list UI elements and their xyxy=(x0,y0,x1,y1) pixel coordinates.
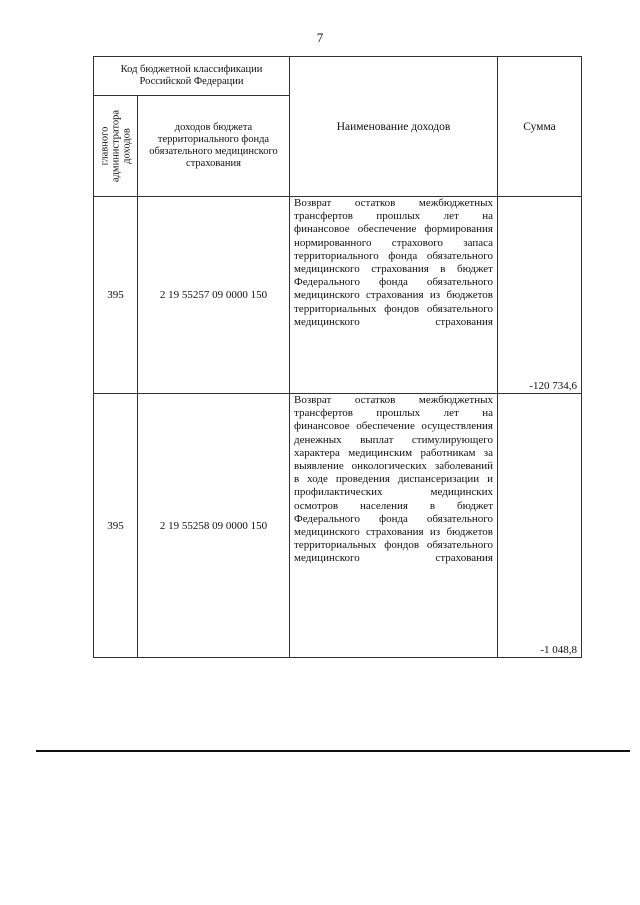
budget-income-table xyxy=(93,56,582,658)
table-row xyxy=(94,197,582,394)
header-chief-administrator xyxy=(94,96,138,197)
income-name-cell: Возврат остатков межбюджетных трансфертов прошлых лет на финансовое обеспечение осуществления денежных выплат стимулирующего характера медицинским работникам за выявление онкологических заболеваний в ходе проведения диспансеризации и профилактических медицинских осмотров населения в бюджет Федерального фонда обязательного медицинского страхования из бюджетов территориальных фондов обязательного медицинского страхования xyxy=(290,394,498,658)
admin-code-cell: 395 xyxy=(94,394,138,658)
sum-cell: -1 048,8 xyxy=(498,394,582,658)
footer-divider xyxy=(36,750,630,752)
page-number: 7 xyxy=(316,30,324,45)
header-fund-income-code: доходов бюджета территориального фонда обязательного медицинского страхования xyxy=(138,96,290,197)
admin-code-cell: 395 xyxy=(94,197,138,394)
sum-cell: -120 734,6 xyxy=(498,197,582,394)
budget-code-cell: 2 19 55258 09 0000 150 xyxy=(138,394,290,658)
table-row xyxy=(94,394,582,658)
header-income-name: Наименование доходов xyxy=(290,57,498,197)
header-row-group xyxy=(94,57,582,96)
budget-code-cell: 2 19 55257 09 0000 150 xyxy=(138,197,290,394)
header-chief-administrator-label: главного администратора доходов xyxy=(99,109,132,183)
income-name-cell: Возврат остатков межбюджетных трансфертов прошлых лет на финансовое обеспечение формирования нормированного страхового запаса территориального фонда обязательного медицинского страхования в бюджет Федерального фонда обязательного медицинского страхования из бюджетов территориальных фондов обязательного медицинского страхования xyxy=(290,197,498,394)
header-classification-code: Код бюджетной классификации Российской Федерации xyxy=(94,57,290,96)
header-sum: Сумма xyxy=(498,57,582,197)
